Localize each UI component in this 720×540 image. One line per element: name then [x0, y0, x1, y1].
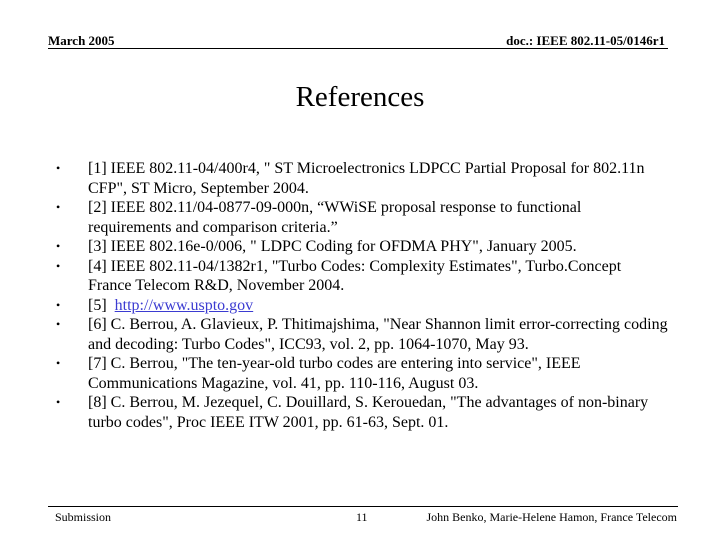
references-list	[56, 159, 668, 432]
reference-text: [2] IEEE 802.11/04-0877-09-000n, “WWiSE proposal response to functional requirements and comparison criteria.”	[88, 199, 582, 236]
bullet-icon: •	[56, 239, 61, 253]
header-doc-id: doc.: IEEE 802.11-05/0146r1	[506, 33, 665, 48]
bullet-icon: •	[56, 395, 61, 409]
reference-item-1	[56, 159, 668, 198]
bullet-icon: •	[56, 317, 61, 331]
reference-item-7	[56, 354, 668, 393]
bullet-icon: •	[56, 356, 61, 370]
header-date: March 2005	[48, 33, 115, 48]
reference-item-5	[56, 296, 668, 316]
reference-item-4	[56, 257, 668, 296]
header-rule	[48, 48, 668, 49]
slide-title: References	[295, 81, 425, 113]
reference-text: [7] C. Berrou, "The ten-year-old turbo codes are entering into service", IEEE Communications Magazine, vol. 41, pp. 110-116, August 03.	[88, 355, 581, 392]
reference-text: [8] C. Berrou, M. Jezequel, C. Douillard, S. Kerouedan, "The advantages of non-binary turbo codes", Proc IEEE ITW 2001, pp. 61-63, Sept. 01.	[88, 394, 649, 431]
footer-authors: John Benko, Marie-Helene Hamon, France Telecom	[426, 510, 677, 524]
bullet-icon: •	[56, 161, 61, 175]
reference-text: [4] IEEE 802.11-04/1382r1, "Turbo Codes: Complexity Estimates", Turbo.Concept France Telecom R&D, November 2004.	[88, 257, 622, 294]
reference-text: [1] IEEE 802.11-04/400r4, " ST Microelectronics LDPCC Partial Proposal for 802.11n CFP", ST Micro, September 2004.	[88, 160, 645, 197]
footer-page-number: 11	[356, 510, 368, 524]
bullet-icon: •	[56, 200, 61, 214]
footer-submission: Submission	[55, 510, 112, 524]
reference-text: [3] IEEE 802.16e-0/006, " LDPC Coding for OFDMA PHY", January 2005.	[88, 238, 577, 255]
footer-rule	[48, 506, 678, 507]
reference-text: [6] C. Berrou, A. Glavieux, P. Thitimajshima, "Near Shannon limit error-correcting coding and decoding: Turbo Codes", ICC93, vol. 2, pp. 1064-1070, May 93.	[88, 316, 668, 353]
reference-item-6	[56, 315, 668, 354]
reference-item-3	[56, 237, 668, 257]
bullet-icon: •	[56, 297, 61, 312]
reference-item-8	[56, 393, 668, 432]
reference-prefix: [5]	[88, 296, 115, 314]
uspto-link[interactable]: http://www.uspto.gov	[114, 296, 254, 314]
reference-item-2	[56, 198, 668, 237]
bullet-icon: •	[56, 258, 61, 273]
